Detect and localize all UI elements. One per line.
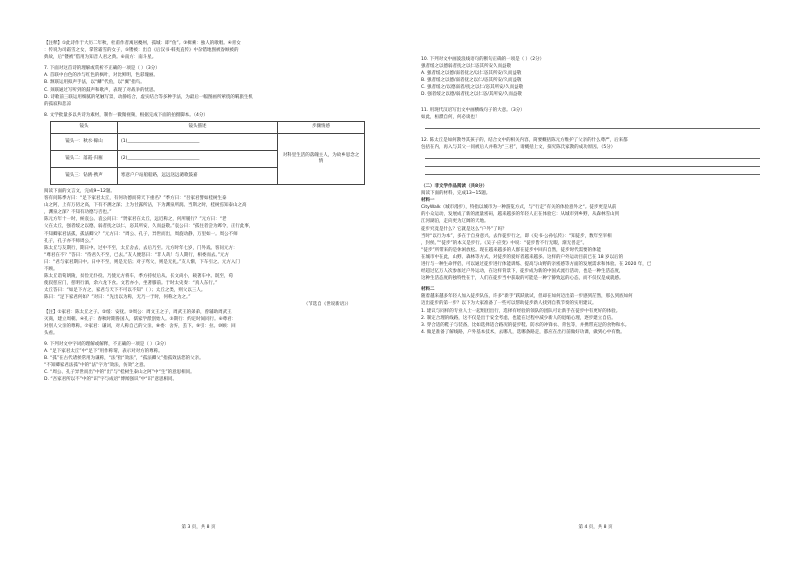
passage-line: 不知卿家君法孤，孤法卿父？”元方曰：“周公、孔子，异世而出，周旋动静，万里如一。周公不师 <box>44 231 238 237</box>
question-stem: 11. 用现代汉语写出文中画横线句子的大意。（3分） <box>421 107 525 113</box>
passage-line: 太丘答曰：“如足下方之，家君与天下不可以不知”（ ）；太丘之类，则父以三人。 <box>44 288 206 294</box>
option-b-cont: “不知卿家君法孤”中的“法”字为“效法，仿效”之意。 <box>44 363 148 369</box>
material-title: 材料二 <box>421 287 435 293</box>
option-d: D. 强者绥之以德/弱者抚之以仁恣/其所安/久而益敬 <box>421 92 522 98</box>
option-b: B. 强者绥之以德/弱者抚之以仁/恣其所安/久而益敬 <box>421 78 522 84</box>
original-sentence: 强者绥之以德弱者抚之以仁恣其所安久而益敬 <box>421 64 511 70</box>
translation-notes <box>44 309 381 337</box>
section-title: （二）非文学作品阅读（共8分） <box>421 183 488 189</box>
table-cell: 对科里生活的落魄主人，为故乡思念之情 <box>278 133 365 184</box>
option-c: C. “周公、孔子异世而出”中的“出”与“桂树生泰山之阿”中“生”的意思相同。 <box>44 370 195 376</box>
page-footer: 第 4 页，共 8 页 <box>578 525 613 530</box>
material-line: “徒步”所带来的是休闲放松。现在越来越多的人群在徒步中回归自然，徒步时代需要的体能 <box>421 247 602 253</box>
table-row <box>51 133 365 150</box>
text-line: 头看。 <box>44 330 58 336</box>
passage-line: 客有问陈季方曰：“足下家君太丘，有何功德而荷天下重名？”季方曰：“吾家君譬如桂树生泰 <box>44 196 227 202</box>
passage-line: 曰：“君与家君期日中。日中不至，则是无信；对子骂父，则是无礼。”友人惭，下车引之。元方入门 <box>44 259 240 265</box>
classical-passage <box>44 195 381 309</box>
text-line: ：传说为司霜雪之女，掌管霜雪的女子，⑤镂被：出自《后汉书·韩夷直传》中杂错地图被眷顾被的 <box>44 48 239 54</box>
right-page <box>397 0 794 561</box>
question-9 <box>44 341 381 384</box>
page-footer: 第 3 页，共 8 页 <box>181 525 216 530</box>
question-stem: 9. 下列对文中字词的理解或解释，不正确的一项是（ ）（3分） <box>44 341 169 347</box>
material-line: 徒步究竟是什么？它就是这么“户外”了吗？ <box>421 226 507 232</box>
passage-line: 陈曰：“足下家君何如？”对曰：“先出以为称，无乃一于时，何称之为之。” <box>44 295 191 301</box>
option-d: D. “吾家君所以不”中的“识”字与成语“博闻强识”中“识”意思相同。 <box>44 377 177 383</box>
option-a: A. 强者绥之以德/弱者抚之/以仁恣其所安/久而益敬 <box>421 71 522 77</box>
passage-line: 孔子，孔子亦不师周公。” <box>44 238 94 244</box>
material-line: CityWalk（城市漫步），特指以城市为一种游览方式，与“行走”有关的体验意外之“。徒步更是从前 <box>421 205 617 211</box>
option-d-cont: 的孤寂和悲凉 <box>44 101 71 107</box>
material-line: 1. 建议与同样的专业人士一起组团出行，选择有经验的领队的团队可让新手在徒步中有更好的体验。 <box>421 308 621 314</box>
passage-source: （节选自《世说新语》） <box>303 302 351 308</box>
passage-line: 陈太丘与友期行，期日中。过中不至，太丘舍去，去后乃至。元方时年七岁，门外戏。客问元方： <box>44 245 238 251</box>
material-line: 4. 做足准备了解线路，户外基本技术，去哪儿，选哪条路走，都应在出行前做好功课，做到心中有数。 <box>421 329 625 335</box>
text-line: 【注释】①此诗作于大历二年秋，杜甫作者寓居夔州，孤城：即“鱼”。③楫乘：独人的歌唱。④青女 <box>44 41 241 46</box>
passage-line: 山之阿，上有万仞之高，下有不测之深；上为甘露所沾，下为渊泉所润。当斯之时，桂树焉知泰山之高 <box>44 203 247 209</box>
answer-line[interactable] <box>425 151 760 159</box>
text-line: 灭商，建立周朝。④孔子：春秋时期鲁国人，儒家学派创始人。⑤期行：约定时间同行。⑥尊君： <box>44 316 237 322</box>
question-11 <box>421 107 764 129</box>
table-cell: 镜头三：钻鸥·携声 <box>51 167 118 184</box>
section-nonfiction <box>421 183 764 336</box>
table-header: 镜头描述 <box>118 121 278 133</box>
question-stem: 10. 下列对文中画波浪线语句的断句正确的一项是（ ）（2分） <box>421 57 545 62</box>
passage-line: 陈元方年十一时，候袁公。袁公问曰：“贤家君在太丘，远近称之，何所履行？”元方曰：“老 <box>44 217 227 223</box>
passage-line: 陈太丘诣荀朗陵，贫俭无仆役。乃使元方将车，季方持杖后从。长文尚小，载著车中。既至，荀 <box>44 274 233 280</box>
annotation-block <box>44 40 381 61</box>
text-line: 典故，后“镂被”借用为知音人君之典。⑥南方：南斗星。 <box>44 55 157 61</box>
option-a: A. 首联中白色的沙与红色的枫叶，对比鲜明，色彩瑰丽。 <box>44 73 158 79</box>
material-line: 江河湖泊，走向更为辽阔的天地。 <box>421 219 489 225</box>
passage-line: 使叔慈应门，慈明行酒，余六龙下食。文若亦小，坐著膝前。于时太史奏：“真人东行。” <box>44 281 218 287</box>
question-10 <box>421 56 764 99</box>
question-stem: 7. 下面对这首诗的理解或赏析不正确的一项是（ ）（3分） <box>44 66 160 72</box>
section-intro: 阅读下面的材料，完成13~15题。 <box>421 191 491 197</box>
text-line: 【注】①家君：陈太丘之子。②绥：安抚。③周公：周文王之子，周武王的弟弟，曾辅助周武王 <box>44 309 232 315</box>
material-line: 在城市中在此，山野、森林等方式，对徒步的爱好者越来越多。这样的户外运动目前已在 18 岁以后的 <box>421 254 624 260</box>
material-line: 迈出徒步的第一步？以下为大家准备了一些可以帮助徒步新人找到自我节奏的实用建议。 <box>421 301 597 307</box>
material-line: ，封侯。”“徒步”的本义是步行。《吴子·应变》中说：“徒步皆不行无暇，渐无兽走”。 <box>421 240 588 246</box>
material-line: 当时“以行为本”，多在于自身意兴。去作徒步行之，即《史书·公孙弘传》：“知徒步，数年至宰相 <box>421 233 612 239</box>
passage-line: 不顾。 <box>44 266 58 272</box>
material-line: 的小众运动，发展成了新的流量密码，越来越多的年轻人正在体验它：从城市到乡野，从森林雪山到 <box>421 212 619 218</box>
table-cell: 镜头一：秋水·鲸山 <box>51 133 118 150</box>
question-stem: 12. 陈太丘是如何教导其孩子的，结合文中的相关内容，简要概括陈元方维护了父亲的什么尊严，后来都 <box>421 137 628 143</box>
material-line: 随着越来越多年轻人加入徒步队伍，许多“新手”跃跃欲试，但却在如何迈出第一步感到茫然，那么到底如何 <box>421 294 633 300</box>
passage-line: ，渊泉之深？不知有功德与否也。” <box>44 210 112 216</box>
option-b: B. “孤”在古代诸侯常用为谦称，“法”指“效法”，“孤法卿父”指孤效法您的父亲。 <box>44 356 204 362</box>
passage-line: 父在太丘，强者绥之以德，弱者抚之以仁，恣其所安，久而益敬。”袁公曰：“孤往者尝为邺令，正行此事， <box>44 224 254 230</box>
table-cell: 寒意户户站船船路，远远送远谴歌鼓嘉 <box>118 167 278 184</box>
passage-line: “尊君在不？”答曰：“待君久不至，已去。”友人便怒曰：“非人哉！与人期行，相委而去。”元方 <box>44 252 229 258</box>
material-line: 进行与一种生命伴侣，可以通过徒步进行体能训练、提高与山野的亲密感等方面的发展需求和体验。在 2020 年，已 <box>421 261 652 267</box>
text-line: 对别人父亲的尊称。⑦家君：谦词，对人称自己的父亲。⑧委：舍弃，丢下。⑨引：拉。⑩顾：回 <box>44 323 236 329</box>
material-line: 2. 制定合理的线路，这不仅是出于安全考虑，也能在过程中减少新人的退缩心理，逐步建立自信。 <box>421 315 616 321</box>
material-line: 3. 穿合适的鞋子与装备，比如选择适合路况的徒步鞋、防水的冲锋衣、背包等，并携带充足的食物和水。 <box>421 322 630 328</box>
table-header: 镜头 <box>51 121 118 133</box>
option-d: D. 诗歌前三联运用细腻的笔触写景，动静结合，虚实结合等多种手法，为最后一幅图画所萦绕的羁旅生机 <box>44 94 253 100</box>
translation-target: 如此，桓濮自何，何必谈也！ <box>421 114 480 120</box>
table-cell: 镜头二：落霞·归雁 <box>51 150 118 167</box>
question-8 <box>44 112 381 185</box>
answer-line[interactable] <box>425 167 760 175</box>
table-header: 步骤情感 <box>278 121 365 133</box>
material-title: 材料一 <box>421 198 435 204</box>
answer-blank-1[interactable]: (1)________________________________ <box>118 133 278 150</box>
option-c: C. 颈联通过写听到的鼓声和歌声，表现了对战争的忧思。 <box>44 87 159 93</box>
question-7 <box>44 65 381 108</box>
question-12 <box>421 137 764 175</box>
option-a: A. “足下家君太丘”中“足下”用作称谓，表示对对方的尊称。 <box>44 349 163 354</box>
question-stem: 8. 文学批量多以共诗为素材，制作一微微视频，根据完成下面的拍摄脚本。（4分） <box>44 112 208 118</box>
answer-line[interactable] <box>425 121 760 129</box>
shooting-script-table <box>50 121 365 185</box>
material-line: 这种生活态度的独特性在于，人们在徒步当中获取的可能是一种宁静致远的心态，而不仅仅是成就感。 <box>421 276 624 282</box>
option-c: C. 强者绥之/以德弱者/抚之以仁/恣其所安/久而益敬 <box>421 85 524 91</box>
answer-line[interactable] <box>425 159 760 167</box>
reading-intro: 阅读下面的文言文，完成9~12题。 <box>44 188 115 194</box>
option-b: B. 颔联运用拟声手法，以“鳞”代鱼，以“翼”指鸟。 <box>44 80 145 86</box>
material-line: 经超过亿万人次参加过户外运动，在这样背景下，徒步成为新的中国式流行活动，也是一种生活态度， <box>421 269 624 275</box>
answer-blank-2[interactable]: (2)________________________________ <box>118 150 278 167</box>
question-stem-cont: 包括在内，再入与其父一同被后人并称为“三君”，请概括上文，探究陈氏家教的成功原因。（5分） <box>421 144 616 150</box>
